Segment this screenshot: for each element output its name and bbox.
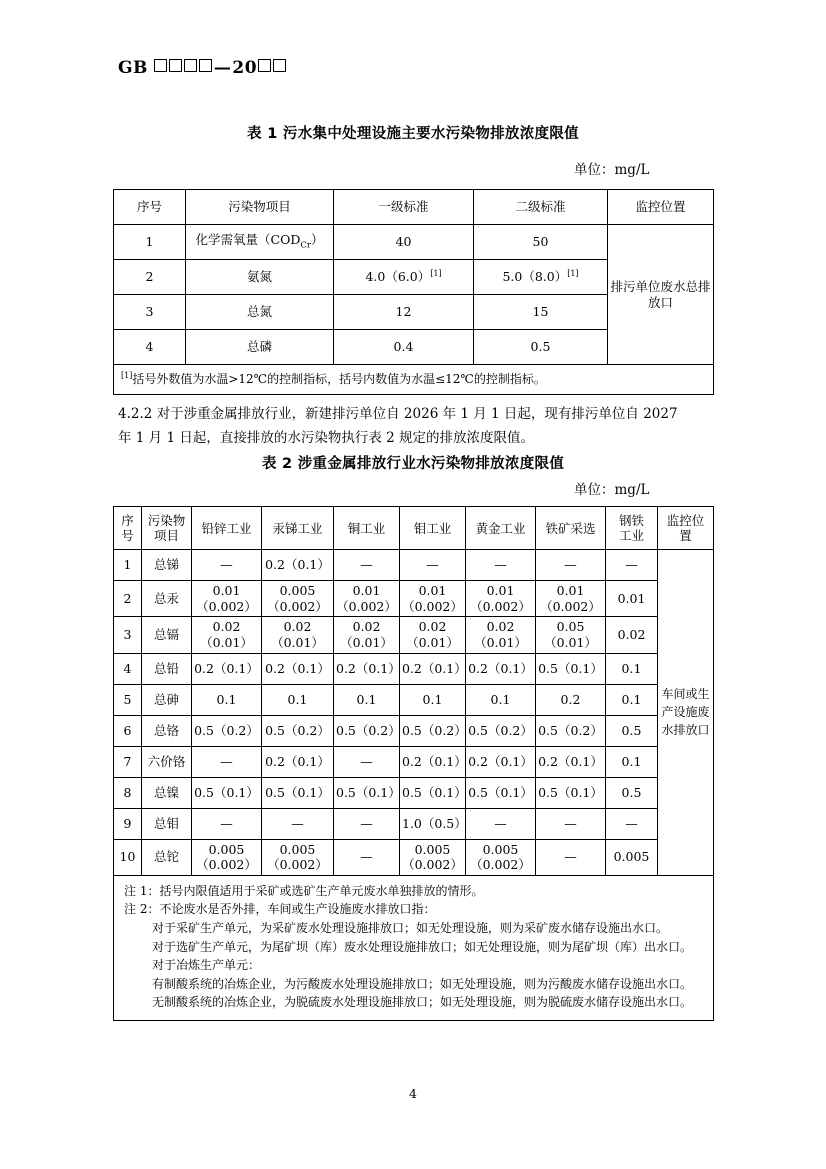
table2-note-line: 对于采矿生产单元，为采矿废水处理设施排放口；如无处理设施，则为采矿废水储存设施出水口。: [152, 920, 669, 935]
table1-cell-no: 1: [114, 225, 186, 260]
paragraph-4-2-2: [118, 403, 710, 450]
table1-col-no: 序号: [114, 190, 186, 225]
table2-cell-item: 总镉: [142, 617, 192, 653]
table1-cell-no: 4: [114, 330, 186, 365]
table1-title: 表 1 污水集中处理设施主要水污染物排放浓度限值: [247, 126, 579, 142]
table2-col-item: [142, 507, 192, 550]
table2-cell-no: 1: [114, 550, 142, 581]
table2-cell-value: 0.1: [400, 684, 466, 715]
table2-cell-value: 0.2（0.1）: [192, 653, 262, 684]
footnote-marker: [1]: [121, 371, 133, 380]
table2-cell-value: 0.5（0.2）: [262, 715, 334, 746]
table2-cell-item: 总锑: [142, 550, 192, 581]
table2-cell-item: 总钼: [142, 808, 192, 839]
table2-note-line: 注 1：括号内限值适用于采矿或选矿生产单元废水单独排放的情形。: [124, 883, 484, 898]
table2-cell-value: 0.02 （0.01）: [262, 617, 334, 653]
table-row: [114, 715, 714, 746]
table-row: [114, 617, 714, 653]
footnote-marker: [1]: [430, 269, 442, 279]
year-placeholder-box: [258, 59, 271, 72]
table2-note-line: 注 2：不论废水是否外排，车间或生产设施废水排放口指：: [124, 902, 436, 917]
table2-cell-value: 0.1: [606, 684, 658, 715]
table2-cell-value: 0.1: [606, 653, 658, 684]
table2-cell-value: 0.01 （0.002）: [536, 581, 606, 617]
table1-cell-no: 3: [114, 295, 186, 330]
table2-cell-value: —: [192, 746, 262, 777]
table2-cell-value: —: [334, 808, 400, 839]
page-number: 4: [409, 1086, 417, 1101]
table2-cell-value: 1.0（0.5）: [400, 808, 466, 839]
table2-cell-value: —: [606, 550, 658, 581]
table2-notes: [114, 875, 714, 1020]
standard-prefix: GB: [118, 58, 148, 78]
table2-cell-value: 0.005 （0.002）: [192, 839, 262, 875]
table2-cell-value: —: [334, 839, 400, 875]
table2-cell-value: 0.5: [606, 777, 658, 808]
table2-cell-value: 0.02 （0.01）: [192, 617, 262, 653]
table2-cell-value: 0.1: [334, 684, 400, 715]
table2-cell-value: —: [466, 550, 536, 581]
table2-col-steel: [606, 507, 658, 550]
table2-cell-value: 0.01 （0.002）: [466, 581, 536, 617]
table2-col-iron-mining: 铁矿采选: [536, 507, 606, 550]
year-prefix: 20: [232, 58, 258, 78]
table2-cell-item: 总镍: [142, 777, 192, 808]
table2-cell-item: 总铅: [142, 653, 192, 684]
table2-cell-item: 总砷: [142, 684, 192, 715]
table2-cell-value: —: [192, 550, 262, 581]
table2-cell-value: —: [536, 550, 606, 581]
code-placeholder-box: [199, 59, 212, 72]
item-text: 化学需氧量（COD: [195, 232, 301, 248]
table2-cell-no: 5: [114, 684, 142, 715]
table2-cell-value: 0.1: [606, 746, 658, 777]
table2-cell-no: 8: [114, 777, 142, 808]
table2-note-line: 有制酸系统的冶炼企业，为污酸废水处理设施排放口；如无处理设施，则为污酸废水储存设施出水口。: [152, 976, 693, 991]
table2-cell-value: 0.005: [606, 839, 658, 875]
table1-col-monitor: 监控位置: [608, 190, 714, 225]
table1-cell-item: [186, 225, 334, 260]
table2-notes-row: [114, 875, 714, 1020]
table2-cell-item: 六价铬: [142, 746, 192, 777]
table2-cell-value: 0.2（0.1）: [536, 746, 606, 777]
header-line: 钢铁: [618, 513, 644, 528]
paragraph-line: 4.2.2 对于涉重金属排放行业，新建排污单位自 2026 年 1 月 1 日起，现有排污单位自 2027: [118, 406, 678, 422]
value-text: 5.0（8.0）: [502, 269, 568, 285]
header-line: 号: [121, 528, 134, 543]
table1-cell-monitor-location: 排污单位废水总排放口: [608, 225, 714, 365]
table2-cell-value: —: [334, 550, 400, 581]
table-row: [114, 684, 714, 715]
header-line: 监控位: [666, 513, 705, 528]
table2-cell-value: 0.5（0.2）: [192, 715, 262, 746]
table2-cell-value: 0.5（0.2）: [334, 715, 400, 746]
table1-cell-level1: 40: [334, 225, 474, 260]
table1-col-level2: 二级标准: [474, 190, 608, 225]
table-row: [114, 225, 714, 260]
table2-cell-value: 0.05 （0.01）: [536, 617, 606, 653]
table1-cell-no: 2: [114, 260, 186, 295]
table1-col-item: 污染物项目: [186, 190, 334, 225]
table1-cell-level2: 0.5: [474, 330, 608, 365]
table2-cell-value: 0.1: [262, 684, 334, 715]
table2-cell-value: 0.01 （0.002）: [400, 581, 466, 617]
table1-footnote: [114, 365, 714, 395]
item-tail: ）: [310, 232, 324, 248]
table2-cell-value: 0.2（0.1）: [466, 746, 536, 777]
table2-cell-value: —: [606, 808, 658, 839]
table2-cell-value: 0.01 （0.002）: [192, 581, 262, 617]
table2-cell-value: —: [400, 550, 466, 581]
table2-col-mercury-antimony: 汞锑工业: [262, 507, 334, 550]
table1-cell-level2: 15: [474, 295, 608, 330]
table2-cell-value: 0.02 （0.01）: [466, 617, 536, 653]
table2-cell-no: 7: [114, 746, 142, 777]
table2-cell-value: 0.5（0.1）: [536, 777, 606, 808]
header-line: 置: [679, 528, 692, 543]
table2-cell-value: 0.5（0.2）: [466, 715, 536, 746]
item-subscript: Cr: [300, 240, 311, 251]
paragraph-line: 年 1 月 1 日起，直接排放的水污染物执行表 2 规定的排放浓度限值。: [118, 429, 535, 446]
table-row: [114, 581, 714, 617]
table2-cell-no: 10: [114, 839, 142, 875]
code-placeholder-box: [169, 59, 182, 72]
table2-cell-value: 0.02 （0.01）: [400, 617, 466, 653]
table2-cell-value: 0.2（0.1）: [262, 550, 334, 581]
table2: [113, 506, 714, 1021]
table2-cell-monitor-location: 车间或生产设施废水排放口: [658, 550, 714, 876]
table-row: [114, 550, 714, 581]
table2-cell-value: 0.5（0.1）: [400, 777, 466, 808]
header-line: 项目: [153, 528, 179, 543]
table2-header-row: [114, 507, 714, 550]
table2-title: 表 2 涉重金属排放行业水污染物排放浓度限值: [261, 456, 565, 472]
table1-cell-level1: [334, 260, 474, 295]
table2-note-line: 对于冶炼生产单元：: [152, 958, 261, 973]
table-row: [114, 808, 714, 839]
footnote-text: 括号外数值为水温>12℃的控制指标，括号内数值为水温≤12℃的控制指标。: [132, 372, 546, 386]
table2-cell-value: 0.5（0.2）: [536, 715, 606, 746]
table1-cell-level2: [474, 260, 608, 295]
table-row: [114, 746, 714, 777]
table1-cell-item: 总氮: [186, 295, 334, 330]
table2-cell-value: 0.005 （0.002）: [400, 839, 466, 875]
document-header: [118, 58, 287, 78]
table2-cell-value: 0.5（0.1）: [334, 777, 400, 808]
table2-cell-no: 4: [114, 653, 142, 684]
table2-cell-value: —: [192, 808, 262, 839]
table2-cell-value: 0.1: [466, 684, 536, 715]
year-placeholder-box: [273, 59, 286, 72]
table2-col-lead-zinc: 铅锌工业: [192, 507, 262, 550]
table2-cell-no: 6: [114, 715, 142, 746]
table2-cell-value: —: [262, 808, 334, 839]
table2-cell-value: 0.2（0.1）: [400, 653, 466, 684]
table1-cell-level2: 50: [474, 225, 608, 260]
table2-cell-value: —: [536, 808, 606, 839]
table2-cell-item: 总铊: [142, 839, 192, 875]
table2-cell-no: 2: [114, 581, 142, 617]
table2-cell-value: —: [536, 839, 606, 875]
table2-col-copper: 铜工业: [334, 507, 400, 550]
table2-col-gold: 黄金工业: [466, 507, 536, 550]
table2-cell-value: 0.1: [192, 684, 262, 715]
code-placeholder-box: [154, 59, 167, 72]
table2-cell-item: 总铬: [142, 715, 192, 746]
value-text: 4.0（6.0）: [365, 269, 431, 285]
header-line: 污染物: [147, 513, 186, 528]
table1-header-row: [114, 190, 714, 225]
table2-col-monitor: [658, 507, 714, 550]
table2-cell-value: 0.005 （0.002）: [466, 839, 536, 875]
table2-cell-no: 9: [114, 808, 142, 839]
table2-cell-value: 0.2（0.1）: [466, 653, 536, 684]
table1-footnote-row: [114, 365, 714, 395]
table2-cell-value: 0.5（0.1）: [192, 777, 262, 808]
table2-cell-value: 0.005 （0.002）: [262, 581, 334, 617]
table2-cell-value: 0.02 （0.01）: [334, 617, 400, 653]
table1-col-level1: 一级标准: [334, 190, 474, 225]
table1-cell-item: 总磷: [186, 330, 334, 365]
table2-cell-value: 0.5（0.1）: [466, 777, 536, 808]
table1-unit-label: 单位：mg/L: [574, 162, 650, 178]
table2-cell-value: 0.2（0.1）: [400, 746, 466, 777]
table1-cell-level1: 0.4: [334, 330, 474, 365]
table2-col-molybdenum: 钼工业: [400, 507, 466, 550]
table2-cell-no: 3: [114, 617, 142, 653]
table2-cell-value: 0.005 （0.002）: [262, 839, 334, 875]
table2-cell-value: 0.02: [606, 617, 658, 653]
table2-cell-item: 总汞: [142, 581, 192, 617]
table2-cell-value: —: [334, 746, 400, 777]
table2-cell-value: 0.5（0.1）: [536, 653, 606, 684]
table-row: [114, 777, 714, 808]
table2-cell-value: 0.2（0.1）: [262, 746, 334, 777]
table2-cell-value: 0.5（0.1）: [262, 777, 334, 808]
table2-note-line: 对于选矿生产单元，为尾矿坝（库）废水处理设施排放口；如无处理设施，则为尾矿坝（库）出水口。: [152, 939, 693, 954]
code-placeholder-box: [184, 59, 197, 72]
table2-cell-value: —: [466, 808, 536, 839]
table2-cell-value: 0.01: [606, 581, 658, 617]
table2-col-no: [114, 507, 142, 550]
table1-cell-item: 氨氮: [186, 260, 334, 295]
table2-cell-value: 0.5（0.2）: [400, 715, 466, 746]
table-row: [114, 839, 714, 875]
header-line: 序: [121, 513, 134, 528]
table-row: [114, 653, 714, 684]
header-line: 工业: [618, 528, 644, 543]
footnote-marker: [1]: [567, 269, 579, 279]
table2-unit-label: 单位：mg/L: [574, 482, 650, 498]
table2-cell-value: 0.2（0.1）: [262, 653, 334, 684]
table2-cell-value: 0.2（0.1）: [334, 653, 400, 684]
table2-cell-value: 0.01 （0.002）: [334, 581, 400, 617]
table2-cell-value: 0.2: [536, 684, 606, 715]
table1: [113, 189, 714, 395]
table1-cell-level1: 12: [334, 295, 474, 330]
header-dash: —: [213, 58, 232, 78]
table2-note-line: 无制酸系统的冶炼企业，为脱硫废水处理设施排放口；如无处理设施，则为脱硫废水储存设施出水口。: [152, 995, 693, 1010]
table2-cell-value: 0.5: [606, 715, 658, 746]
